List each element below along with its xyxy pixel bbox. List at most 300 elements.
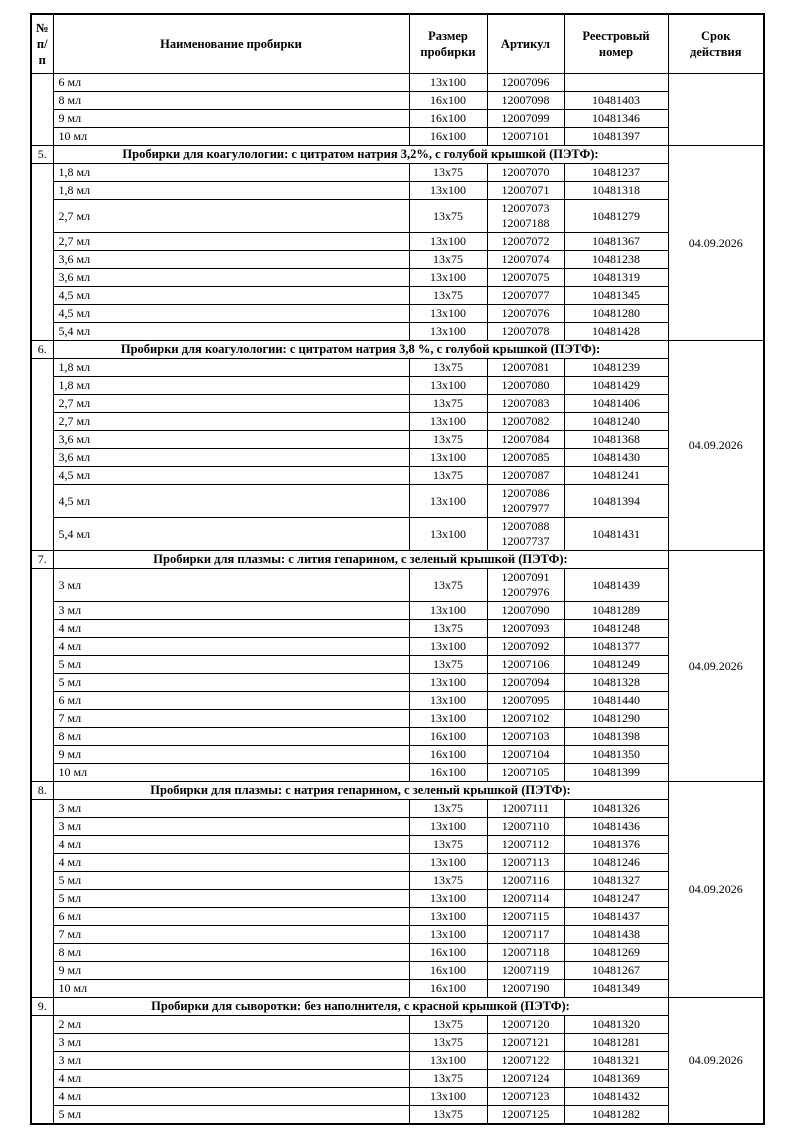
cell-tube-size: 16x100	[409, 110, 487, 128]
article-value: 12007110	[501, 819, 550, 833]
cell-tube-size: 13x100	[409, 1052, 487, 1070]
table-row	[31, 980, 764, 998]
table-row	[31, 944, 764, 962]
cell-tube-name: 10 мл	[53, 128, 409, 146]
article-value: 12007087	[501, 468, 550, 482]
validity-cell: 04.09.2026	[668, 551, 764, 782]
cell-reg-number: 10481439	[564, 569, 668, 602]
cell-tube-name: 7 мл	[53, 926, 409, 944]
cell-tube-size: 16x100	[409, 746, 487, 764]
table-row	[31, 728, 764, 746]
validity-cell: 04.09.2026	[668, 782, 764, 998]
table-row	[31, 764, 764, 782]
table-row	[31, 1106, 764, 1125]
cell-tube-name: 4,5 мл	[53, 305, 409, 323]
cell-reg-number: 10481368	[564, 431, 668, 449]
article-value: 12007080	[501, 378, 550, 392]
cell-tube-size: 13x100	[409, 377, 487, 395]
cell-article	[487, 305, 564, 323]
cell-reg-number: 10481403	[564, 92, 668, 110]
column-header-num: № п/п	[31, 14, 53, 74]
cell-tube-name: 5 мл	[53, 890, 409, 908]
cell-tube-size: 13x100	[409, 449, 487, 467]
cell-article	[487, 728, 564, 746]
article-value: 12007085	[501, 450, 550, 464]
section-header-row	[31, 998, 764, 1016]
cell-tube-size: 16x100	[409, 944, 487, 962]
cell-tube-name: 4,5 мл	[53, 467, 409, 485]
cell-tube-name: 2,7 мл	[53, 413, 409, 431]
table-header	[31, 14, 764, 74]
table-row	[31, 449, 764, 467]
cell-article	[487, 746, 564, 764]
article-value: 12007190	[501, 981, 550, 995]
cell-reg-number: 10481432	[564, 1088, 668, 1106]
cell-reg-number: 10481367	[564, 233, 668, 251]
section-header-row	[31, 782, 764, 800]
section-title: Пробирки для коагулологии: с цитратом натрия 3,2%, с голубой крышкой (ПЭТФ):	[53, 146, 668, 164]
cell-article	[487, 251, 564, 269]
cell-article	[487, 1070, 564, 1088]
column-header-article: Артикул	[487, 14, 564, 74]
article-value: 12007188	[501, 216, 550, 230]
article-value: 12007121	[501, 1035, 550, 1049]
cell-article	[487, 854, 564, 872]
table-row	[31, 836, 764, 854]
cell-tube-size: 13x100	[409, 692, 487, 710]
table-row	[31, 656, 764, 674]
section-title: Пробирки для сыворотки: без наполнителя, с красной крышкой (ПЭТФ):	[53, 998, 668, 1016]
table-row	[31, 890, 764, 908]
article-value: 12007112	[501, 837, 550, 851]
cell-article	[487, 269, 564, 287]
cell-reg-number: 10481394	[564, 485, 668, 518]
cell-article	[487, 182, 564, 200]
table-row	[31, 323, 764, 341]
table-row	[31, 74, 764, 92]
cell-reg-number: 10481267	[564, 962, 668, 980]
table-row	[31, 359, 764, 377]
article-value: 12007081	[501, 360, 550, 374]
cell-reg-number: 10481248	[564, 620, 668, 638]
cell-tube-name: 9 мл	[53, 110, 409, 128]
cell-tube-size: 13x100	[409, 818, 487, 836]
cell-reg-number: 10481428	[564, 323, 668, 341]
table-row	[31, 674, 764, 692]
article-value: 12007096	[501, 75, 550, 89]
cell-tube-name: 4 мл	[53, 638, 409, 656]
article-value: 12007104	[501, 747, 550, 761]
cell-reg-number: 10481239	[564, 359, 668, 377]
tube-registry-table	[30, 13, 765, 1125]
cell-tube-size: 13x75	[409, 1106, 487, 1125]
cell-tube-name: 2 мл	[53, 1016, 409, 1034]
article-value: 12007071	[501, 183, 550, 197]
article-value: 12007090	[501, 603, 550, 617]
table-row	[31, 1052, 764, 1070]
article-value: 12007075	[501, 270, 550, 284]
cell-article	[487, 710, 564, 728]
cell-reg-number: 10481406	[564, 395, 668, 413]
article-value: 12007098	[501, 93, 550, 107]
cell-reg-number	[564, 74, 668, 92]
cell-reg-number: 10481430	[564, 449, 668, 467]
cell-article	[487, 800, 564, 818]
column-header-validity: Срок действия	[668, 14, 764, 74]
section-number: 5.	[31, 146, 53, 164]
cell-reg-number: 10481280	[564, 305, 668, 323]
cell-reg-number: 10481438	[564, 926, 668, 944]
cell-tube-size: 13x100	[409, 854, 487, 872]
cell-reg-number: 10481320	[564, 1016, 668, 1034]
section-number: 9.	[31, 998, 53, 1016]
cell-tube-size: 13x100	[409, 518, 487, 551]
article-value: 12007078	[501, 324, 550, 338]
article-value: 12007092	[501, 639, 550, 653]
article-value: 12007077	[501, 288, 550, 302]
table-row	[31, 128, 764, 146]
table-row	[31, 800, 764, 818]
cell-article	[487, 926, 564, 944]
cell-article	[487, 287, 564, 305]
article-value: 12007095	[501, 693, 550, 707]
article-value: 12007117	[501, 927, 550, 941]
cell-reg-number: 10481369	[564, 1070, 668, 1088]
cell-article	[487, 890, 564, 908]
cell-tube-name: 7 мл	[53, 710, 409, 728]
table-row	[31, 1070, 764, 1088]
cell-reg-number: 10481436	[564, 818, 668, 836]
cell-article	[487, 395, 564, 413]
cell-tube-size: 16x100	[409, 92, 487, 110]
cell-tube-name: 6 мл	[53, 908, 409, 926]
validity-cell	[668, 74, 764, 146]
cell-article	[487, 449, 564, 467]
cell-reg-number: 10481246	[564, 854, 668, 872]
cell-reg-number: 10481345	[564, 287, 668, 305]
section-header-row	[31, 146, 764, 164]
cell-tube-name: 5 мл	[53, 1106, 409, 1125]
cell-article	[487, 980, 564, 998]
article-value: 12007124	[501, 1071, 550, 1085]
cell-tube-size: 13x75	[409, 1016, 487, 1034]
cell-article	[487, 323, 564, 341]
article-value: 12007103	[501, 729, 550, 743]
table-body	[31, 74, 764, 1125]
cell-tube-name: 3 мл	[53, 602, 409, 620]
cell-article	[487, 1106, 564, 1125]
row-number-spacer	[31, 164, 53, 341]
cell-reg-number: 10481318	[564, 182, 668, 200]
article-value: 12007073	[501, 201, 550, 215]
article-value: 12007083	[501, 396, 550, 410]
cell-reg-number: 10481237	[564, 164, 668, 182]
cell-tube-name: 4 мл	[53, 1070, 409, 1088]
article-value: 12007737	[501, 534, 550, 548]
cell-tube-size: 13x100	[409, 323, 487, 341]
section-number: 8.	[31, 782, 53, 800]
table-row	[31, 908, 764, 926]
cell-reg-number: 10481240	[564, 413, 668, 431]
article-value: 12007105	[501, 765, 550, 779]
section-title: Пробирки для плазмы: с натрия гепарином, с зеленый крышкой (ПЭТФ):	[53, 782, 668, 800]
cell-article	[487, 872, 564, 890]
cell-tube-size: 13x75	[409, 569, 487, 602]
section-title: Пробирки для коагулологии: с цитратом натрия 3,8 %, с голубой крышкой (ПЭТФ):	[53, 341, 668, 359]
cell-tube-name: 8 мл	[53, 92, 409, 110]
section-header-row	[31, 341, 764, 359]
article-value: 12007086	[501, 486, 550, 500]
cell-tube-name: 4 мл	[53, 854, 409, 872]
row-number-spacer	[31, 800, 53, 998]
cell-article	[487, 569, 564, 602]
cell-tube-size: 16x100	[409, 128, 487, 146]
cell-tube-name: 3 мл	[53, 1034, 409, 1052]
cell-article	[487, 818, 564, 836]
cell-tube-name: 8 мл	[53, 728, 409, 746]
cell-tube-size: 13x75	[409, 287, 487, 305]
cell-tube-size: 16x100	[409, 728, 487, 746]
table-row	[31, 569, 764, 602]
table-row	[31, 638, 764, 656]
cell-tube-name: 5 мл	[53, 674, 409, 692]
table-row	[31, 395, 764, 413]
cell-article	[487, 377, 564, 395]
cell-tube-name: 3,6 мл	[53, 449, 409, 467]
article-value: 12007977	[501, 501, 550, 515]
table-row	[31, 200, 764, 233]
cell-tube-size: 13x100	[409, 305, 487, 323]
section-number: 7.	[31, 551, 53, 569]
table-row	[31, 377, 764, 395]
table-row	[31, 746, 764, 764]
cell-reg-number: 10481269	[564, 944, 668, 962]
table-row	[31, 182, 764, 200]
cell-tube-size: 13x75	[409, 836, 487, 854]
table-row	[31, 602, 764, 620]
cell-tube-size: 13x75	[409, 656, 487, 674]
cell-article	[487, 638, 564, 656]
cell-reg-number: 10481440	[564, 692, 668, 710]
cell-reg-number: 10481319	[564, 269, 668, 287]
section-header-row	[31, 551, 764, 569]
table-row	[31, 287, 764, 305]
column-header-row	[31, 14, 764, 74]
cell-tube-name: 10 мл	[53, 764, 409, 782]
cell-tube-name: 4,5 мл	[53, 287, 409, 305]
table-row	[31, 251, 764, 269]
cell-reg-number: 10481350	[564, 746, 668, 764]
cell-tube-name: 5,4 мл	[53, 518, 409, 551]
cell-reg-number: 10481397	[564, 128, 668, 146]
cell-tube-size: 13x75	[409, 164, 487, 182]
cell-tube-name: 4,5 мл	[53, 485, 409, 518]
cell-article	[487, 233, 564, 251]
cell-article	[487, 692, 564, 710]
article-value: 12007123	[501, 1089, 550, 1103]
article-value: 12007125	[501, 1107, 550, 1121]
section-title: Пробирки для плазмы: с лития гепарином, с зеленый крышкой (ПЭТФ):	[53, 551, 668, 569]
cell-tube-name: 5 мл	[53, 872, 409, 890]
cell-article	[487, 485, 564, 518]
table-row	[31, 1088, 764, 1106]
cell-reg-number: 10481238	[564, 251, 668, 269]
cell-tube-name: 2,7 мл	[53, 200, 409, 233]
cell-article	[487, 620, 564, 638]
table-row	[31, 818, 764, 836]
cell-tube-size: 13x100	[409, 233, 487, 251]
table-row	[31, 710, 764, 728]
table-row	[31, 485, 764, 518]
article-value: 12007099	[501, 111, 550, 125]
table-row	[31, 431, 764, 449]
cell-reg-number: 10481282	[564, 1106, 668, 1125]
table-row	[31, 305, 764, 323]
cell-article	[487, 944, 564, 962]
cell-reg-number: 10481249	[564, 656, 668, 674]
article-value: 12007094	[501, 675, 550, 689]
article-value: 12007976	[501, 585, 550, 599]
article-value: 12007070	[501, 165, 550, 179]
article-value: 12007122	[501, 1053, 550, 1067]
cell-article	[487, 200, 564, 233]
cell-tube-name: 10 мл	[53, 980, 409, 998]
cell-reg-number: 10481398	[564, 728, 668, 746]
cell-tube-size: 13x75	[409, 395, 487, 413]
cell-article	[487, 518, 564, 551]
cell-reg-number: 10481377	[564, 638, 668, 656]
cell-tube-name: 1,8 мл	[53, 182, 409, 200]
cell-article	[487, 359, 564, 377]
cell-tube-size: 13x100	[409, 890, 487, 908]
cell-tube-name: 9 мл	[53, 746, 409, 764]
row-number-spacer	[31, 1016, 53, 1125]
cell-tube-size: 13x75	[409, 251, 487, 269]
cell-reg-number: 10481327	[564, 872, 668, 890]
cell-tube-size: 13x75	[409, 1034, 487, 1052]
cell-article	[487, 467, 564, 485]
cell-reg-number: 10481279	[564, 200, 668, 233]
article-value: 12007074	[501, 252, 550, 266]
cell-article	[487, 1052, 564, 1070]
article-value: 12007111	[501, 801, 550, 815]
cell-tube-name: 6 мл	[53, 74, 409, 92]
cell-reg-number: 10481346	[564, 110, 668, 128]
table-row	[31, 1016, 764, 1034]
cell-article	[487, 1088, 564, 1106]
cell-tube-size: 13x75	[409, 800, 487, 818]
cell-article	[487, 164, 564, 182]
cell-article	[487, 74, 564, 92]
article-value: 12007091	[501, 570, 550, 584]
cell-tube-size: 13x75	[409, 431, 487, 449]
validity-cell: 04.09.2026	[668, 341, 764, 551]
cell-article	[487, 1016, 564, 1034]
article-value: 12007120	[501, 1017, 550, 1031]
table-row	[31, 269, 764, 287]
cell-tube-name: 3 мл	[53, 569, 409, 602]
article-value: 12007102	[501, 711, 550, 725]
cell-reg-number: 10481326	[564, 800, 668, 818]
cell-tube-size: 13x100	[409, 1088, 487, 1106]
table-row	[31, 854, 764, 872]
article-value: 12007093	[501, 621, 550, 635]
cell-article	[487, 92, 564, 110]
cell-reg-number: 10481437	[564, 908, 668, 926]
table-row	[31, 110, 764, 128]
cell-tube-name: 3,6 мл	[53, 269, 409, 287]
table-row	[31, 413, 764, 431]
cell-tube-name: 4 мл	[53, 1088, 409, 1106]
cell-reg-number: 10481290	[564, 710, 668, 728]
cell-tube-size: 16x100	[409, 980, 487, 998]
cell-tube-name: 1,8 мл	[53, 359, 409, 377]
cell-reg-number: 10481431	[564, 518, 668, 551]
cell-tube-size: 13x75	[409, 359, 487, 377]
cell-tube-name: 6 мл	[53, 692, 409, 710]
cell-article	[487, 128, 564, 146]
cell-article	[487, 656, 564, 674]
article-value: 12007113	[501, 855, 550, 869]
cell-tube-name: 1,8 мл	[53, 164, 409, 182]
article-value: 12007115	[501, 909, 550, 923]
table-row	[31, 518, 764, 551]
cell-tube-size: 16x100	[409, 962, 487, 980]
row-number-spacer	[31, 359, 53, 551]
column-header-name: Наименование пробирки	[53, 14, 409, 74]
cell-reg-number: 10481321	[564, 1052, 668, 1070]
cell-tube-name: 5,4 мл	[53, 323, 409, 341]
cell-tube-size: 13x75	[409, 1070, 487, 1088]
cell-tube-size: 13x75	[409, 872, 487, 890]
cell-tube-size: 13x100	[409, 638, 487, 656]
cell-tube-size: 13x100	[409, 908, 487, 926]
cell-tube-size: 13x75	[409, 467, 487, 485]
table-row	[31, 1034, 764, 1052]
cell-tube-name: 3 мл	[53, 818, 409, 836]
cell-tube-name: 3,6 мл	[53, 431, 409, 449]
cell-article	[487, 764, 564, 782]
cell-tube-name: 4 мл	[53, 620, 409, 638]
article-value: 12007118	[501, 945, 550, 959]
cell-tube-size: 13x100	[409, 926, 487, 944]
table-row	[31, 233, 764, 251]
cell-reg-number: 10481281	[564, 1034, 668, 1052]
cell-tube-size: 13x100	[409, 602, 487, 620]
table-row	[31, 620, 764, 638]
article-value: 12007116	[501, 873, 550, 887]
article-value: 12007084	[501, 432, 550, 446]
cell-tube-name: 8 мл	[53, 944, 409, 962]
cell-tube-name: 2,7 мл	[53, 233, 409, 251]
cell-reg-number: 10481241	[564, 467, 668, 485]
cell-tube-name: 1,8 мл	[53, 377, 409, 395]
column-header-reg: Реестровый номер	[564, 14, 668, 74]
article-value: 12007072	[501, 234, 550, 248]
article-value: 12007088	[501, 519, 550, 533]
cell-article	[487, 431, 564, 449]
article-value: 12007082	[501, 414, 550, 428]
cell-reg-number: 10481289	[564, 602, 668, 620]
cell-reg-number: 10481247	[564, 890, 668, 908]
cell-article	[487, 962, 564, 980]
table-row	[31, 692, 764, 710]
cell-tube-size: 13x100	[409, 710, 487, 728]
article-value: 12007106	[501, 657, 550, 671]
cell-tube-size: 13x100	[409, 413, 487, 431]
cell-article	[487, 674, 564, 692]
row-number-spacer	[31, 74, 53, 146]
